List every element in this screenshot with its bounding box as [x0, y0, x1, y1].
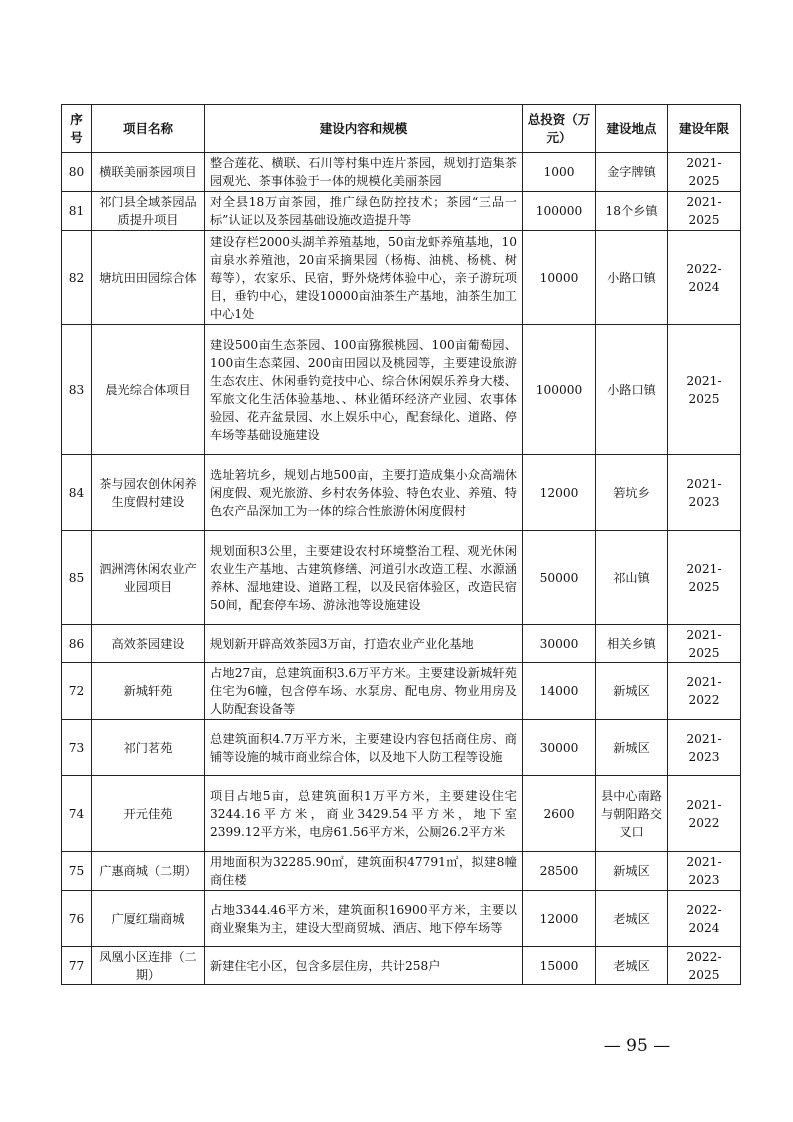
- cell-investment: 15000: [523, 947, 596, 985]
- cell-name: 祁门茗苑: [92, 720, 205, 776]
- cell-period: 2021-2025: [668, 325, 741, 455]
- cell-no: 83: [62, 325, 92, 455]
- cell-location: 18个乡镇: [596, 192, 668, 231]
- cell-location: 老城区: [596, 891, 668, 947]
- cell-location: 老城区: [596, 947, 668, 985]
- cell-period: 2021-2022: [668, 776, 741, 852]
- table-row: [62, 231, 741, 325]
- table-row: [62, 531, 741, 625]
- table-body: [62, 153, 741, 985]
- table-row: [62, 153, 741, 192]
- cell-location: 县中心南路与朝阳路交叉口: [596, 776, 668, 852]
- cell-name: 开元佳苑: [92, 776, 205, 852]
- header-name: 项目名称: [92, 105, 205, 153]
- cell-content: 建设存栏2000头湖羊养殖基地，50亩龙虾养殖基地，10亩泉水养殖池，20亩采摘果园（杨梅、油桃、杨桃、树莓等），农家乐、民宿，野外烧烤体验中心，亲子游玩项目，垂钓中心，建设10000亩油茶生产基地，油茶生加工中心1处: [205, 231, 523, 325]
- cell-content: 规划面积3公里，主要建设农村环境整治工程、观光休闲农业生产基地、古建筑修缮、河道引水改造工程、水源涵养林、湿地建设、道路工程，以及民宿体验区，改造民宿50间，配套停车场、游泳池等设施建设: [205, 531, 523, 625]
- cell-period: 2021-2022: [668, 663, 741, 720]
- cell-no: 85: [62, 531, 92, 625]
- cell-investment: 50000: [523, 531, 596, 625]
- cell-no: 74: [62, 776, 92, 852]
- cell-name: 茶与园农创休闲养生度假村建设: [92, 455, 205, 531]
- cell-name: 高效茶园建设: [92, 625, 205, 663]
- cell-location: 新城区: [596, 720, 668, 776]
- cell-location: 箬坑乡: [596, 455, 668, 531]
- cell-no: 84: [62, 455, 92, 531]
- header-location: 建设地点: [596, 105, 668, 153]
- cell-content: 整合莲花、横联、石川等村集中连片茶园，规划打造集茶园观光、茶事体验于一体的规模化美丽茶园: [205, 153, 523, 192]
- cell-content: 占地27亩，总建筑面积3.6万平方米。主要建设新城轩苑住宅为6幢，包含停车场、水泵房、配电房、物业用房及人防配套设备等: [205, 663, 523, 720]
- cell-investment: 10000: [523, 231, 596, 325]
- cell-location: 相关乡镇: [596, 625, 668, 663]
- cell-investment: 100000: [523, 325, 596, 455]
- cell-investment: 12000: [523, 891, 596, 947]
- cell-no: 77: [62, 947, 92, 985]
- header-content: 建设内容和规模: [205, 105, 523, 153]
- page-number: — 95 —: [603, 1036, 671, 1056]
- cell-location: 新城区: [596, 852, 668, 891]
- cell-content: 项目占地5亩，总建筑面积1万平方米，主要建设住宅3244.16平方米，商业3429.54平方米，地下室2399.12平方米，电房61.56平方米，公厕26.2平方米: [205, 776, 523, 852]
- cell-location: 小路口镇: [596, 325, 668, 455]
- cell-content: 建设500亩生态茶园、100亩猕猴桃园、100亩葡萄园、100亩生态菜园、200亩田园以及桃园等，主要建设旅游生态农庄、休闲垂钓竞技中心、综合休闲娱乐养身大楼、军旅文化生活体验基地、、林业循环经济产业园、农事体验园、花卉盆景园、水上娱乐中心，配套绿化、道路、停车场等基础设施建设: [205, 325, 523, 455]
- cell-location: 金字牌镇: [596, 153, 668, 192]
- cell-no: 80: [62, 153, 92, 192]
- cell-no: 82: [62, 231, 92, 325]
- cell-period: 2021-2025: [668, 153, 741, 192]
- cell-investment: 14000: [523, 663, 596, 720]
- cell-no: 75: [62, 852, 92, 891]
- cell-investment: 2600: [523, 776, 596, 852]
- cell-content: 规划新开辟高效茶园3万亩，打造农业产业化基地: [205, 625, 523, 663]
- cell-location: 小路口镇: [596, 231, 668, 325]
- cell-content: 对全县18万亩茶园，推广绿色防控技术；茶园“三品一标”认证以及茶园基础设施改造提升等: [205, 192, 523, 231]
- cell-name: 横联美丽茶园项目: [92, 153, 205, 192]
- table-row: [62, 720, 741, 776]
- cell-name: 凤凰小区连排（二期）: [92, 947, 205, 985]
- table-row: [62, 891, 741, 947]
- cell-period: 2021-2025: [668, 192, 741, 231]
- header-investment: 总投资（万元）: [523, 105, 596, 153]
- cell-location: 新城区: [596, 663, 668, 720]
- cell-name: 泗洲湾休闲农业产业园项目: [92, 531, 205, 625]
- table-row: [62, 663, 741, 720]
- cell-no: 76: [62, 891, 92, 947]
- cell-content: 选址箬坑乡，规划占地500亩，主要打造成集小众高端休闲度假、观光旅游、乡村农务体验、特色农业、养殖、特色农产品深加工为一体的综合性旅游休闲度假村: [205, 455, 523, 531]
- table-header-row: [62, 105, 741, 153]
- table-row: [62, 625, 741, 663]
- cell-investment: 30000: [523, 720, 596, 776]
- cell-name: 新城轩苑: [92, 663, 205, 720]
- cell-period: 2022-2025: [668, 947, 741, 985]
- cell-name: 广惠商城（二期）: [92, 852, 205, 891]
- cell-name: 晨光综合体项目: [92, 325, 205, 455]
- table-row: [62, 947, 741, 985]
- cell-name: 塘坑田田园综合体: [92, 231, 205, 325]
- cell-investment: 28500: [523, 852, 596, 891]
- table-row: [62, 852, 741, 891]
- table-row: [62, 455, 741, 531]
- cell-no: 86: [62, 625, 92, 663]
- cell-content: 用地面积为32285.90㎡，建筑面积47791㎡，拟建8幢商住楼: [205, 852, 523, 891]
- cell-period: 2021-2023: [668, 852, 741, 891]
- cell-content: 占地3344.46平方米，建筑面积16900平方米，主要以商业聚集为主，建设大型商贸城、酒店、地下停车场等: [205, 891, 523, 947]
- cell-investment: 12000: [523, 455, 596, 531]
- cell-location: 祁山镇: [596, 531, 668, 625]
- cell-investment: 100000: [523, 192, 596, 231]
- cell-investment: 1000: [523, 153, 596, 192]
- table-row: [62, 192, 741, 231]
- cell-period: 2021-2023: [668, 455, 741, 531]
- header-period: 建设年限: [668, 105, 741, 153]
- table-row: [62, 776, 741, 852]
- header-no: 序号: [62, 105, 92, 153]
- cell-no: 72: [62, 663, 92, 720]
- cell-content: 新建住宅小区，包含多层住房，共计258户: [205, 947, 523, 985]
- cell-content: 总建筑面积4.7万平方米，主要建设内容包括商住房、商铺等设施的城市商业综合体，以及地下人防工程等设施: [205, 720, 523, 776]
- project-table: [61, 104, 741, 985]
- cell-no: 81: [62, 192, 92, 231]
- cell-period: 2021-2025: [668, 625, 741, 663]
- cell-name: 广厦红瑞商城: [92, 891, 205, 947]
- cell-period: 2021-2023: [668, 720, 741, 776]
- cell-no: 73: [62, 720, 92, 776]
- cell-name: 祁门县全域茶园品质提升项目: [92, 192, 205, 231]
- table-row: [62, 325, 741, 455]
- cell-period: 2022-2024: [668, 891, 741, 947]
- cell-period: 2021-2025: [668, 531, 741, 625]
- cell-period: 2022-2024: [668, 231, 741, 325]
- cell-investment: 30000: [523, 625, 596, 663]
